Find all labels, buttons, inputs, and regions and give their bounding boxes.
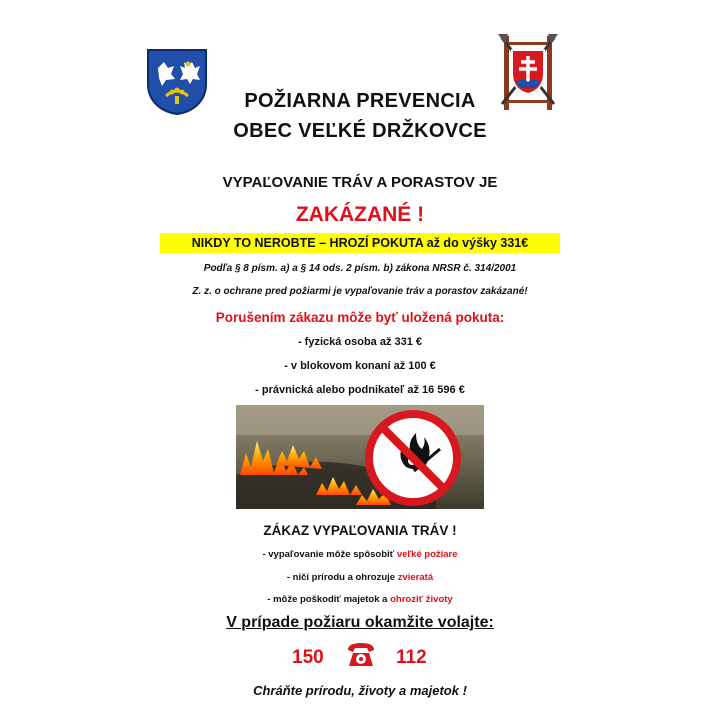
law-reference: Podľa § 8 písm. a) a § 14 ods. 2 písm. b) zákona NRSR č. 314/2001: [203, 263, 517, 274]
ban-item: [0, 549, 720, 560]
law-text: Z. z. o ochrane pred požiarmi je vypaľovanie tráv a porastov zakázané!: [192, 286, 528, 297]
fine-banner: NIKDY TO NEROBTE – HROZÍ POKUTA až do výšky 331€: [160, 233, 560, 253]
ban-item-highlight: ohroziť životy: [390, 594, 453, 605]
burning-grass-photo: [236, 405, 484, 509]
penalty-heading: Porušením zákazu môže byť uložená pokuta:: [215, 310, 505, 325]
ban-item-text: - ničí prírodu a ohrozuje: [286, 572, 398, 583]
ban-item: [0, 594, 720, 605]
title-line-1: POŽIARNA PREVENCIA: [244, 90, 476, 112]
title-line-2: OBEC VEĽKÉ DRŽKOVCE: [233, 120, 487, 142]
ban-heading: ZÁKAZ VYPAĽOVANIA TRÁV !: [263, 523, 457, 538]
ban-item-highlight: zvieratá: [397, 572, 434, 583]
warning-line-1: VYPAĽOVANIE TRÁV A PORASTOV JE: [222, 174, 498, 191]
penalty-item: - v blokovom konaní až 100 €: [284, 360, 436, 372]
penalty-item: - fyzická osoba až 331 €: [297, 336, 423, 348]
footer-slogan: Chráňte prírodu, životy a majetok !: [253, 683, 467, 698]
ban-item-highlight: veľké požiare: [396, 549, 458, 560]
emergency-number-fire: 150: [292, 647, 324, 668]
penalty-item: - právnická alebo podnikateľ až 16 596 €: [255, 384, 465, 396]
emergency-number-general: 112: [396, 647, 427, 668]
ban-item: [0, 572, 720, 583]
ban-item-text: - môže poškodiť majetok a: [267, 594, 391, 605]
ban-item-text: - vypaľovanie môže spôsobiť: [262, 549, 397, 560]
call-instruction: V prípade požiaru okamžite volajte:: [226, 614, 494, 631]
no-fire-sign-icon: [364, 409, 462, 507]
telephone-icon: [345, 640, 377, 670]
warning-line-2: ZAKÁZANÉ !: [295, 203, 425, 226]
